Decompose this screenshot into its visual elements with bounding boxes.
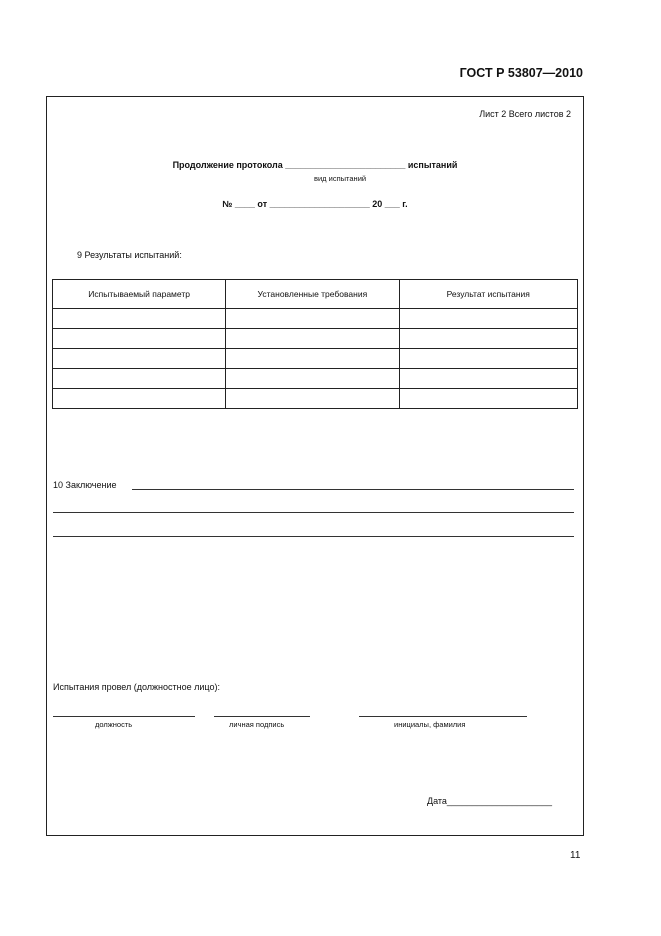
table-row	[53, 309, 578, 329]
conclusion-label: 10 Заключение	[53, 480, 117, 490]
column-header-result: Результат испытания	[399, 280, 578, 309]
table-cell	[226, 309, 399, 329]
table-cell	[53, 329, 226, 349]
results-table-header	[53, 280, 578, 309]
signature-line	[214, 716, 310, 717]
protocol-frame	[46, 96, 584, 836]
table-cell	[399, 309, 578, 329]
standard-number: ГОСТ Р 53807—2010	[459, 66, 583, 80]
table-cell	[399, 369, 578, 389]
table-row	[53, 369, 578, 389]
signature-caption: личная подпись	[229, 720, 285, 729]
table-cell	[53, 309, 226, 329]
sheet-counter: Лист 2 Всего листов 2	[479, 109, 571, 119]
results-table	[52, 279, 578, 409]
table-cell	[399, 349, 578, 369]
column-header-requirements: Установленные требования	[226, 280, 399, 309]
table-cell	[399, 329, 578, 349]
table-row	[53, 349, 578, 369]
table-cell	[399, 389, 578, 409]
table-cell	[226, 389, 399, 409]
table-cell	[226, 369, 399, 389]
table-cell	[226, 349, 399, 369]
table-row	[53, 389, 578, 409]
name-caption: инициалы, фамилия	[394, 720, 466, 729]
protocol-number-date: № ____ от ____________________ 20 ___ г.	[222, 199, 408, 209]
conclusion-line	[132, 489, 574, 490]
column-header-parameter: Испытываемый параметр	[53, 280, 226, 309]
position-line	[53, 716, 195, 717]
test-type-caption: вид испытаний	[314, 174, 367, 183]
position-caption: должность	[95, 720, 133, 729]
conclusion-line	[53, 512, 574, 513]
table-cell	[53, 349, 226, 369]
table-row	[53, 329, 578, 349]
conclusion-line	[53, 536, 574, 537]
table-cell	[53, 369, 226, 389]
name-line	[359, 716, 527, 717]
table-cell	[226, 329, 399, 349]
date-field: Дата_____________________	[427, 796, 553, 806]
results-label: 9 Результаты испытаний:	[77, 250, 182, 260]
table-cell	[53, 389, 226, 409]
page-number: 11	[570, 850, 581, 861]
protocol-title: Продолжение протокола ________________________ испытаний	[172, 160, 458, 170]
tested-by-label: Испытания провел (должностное лицо):	[53, 682, 220, 692]
